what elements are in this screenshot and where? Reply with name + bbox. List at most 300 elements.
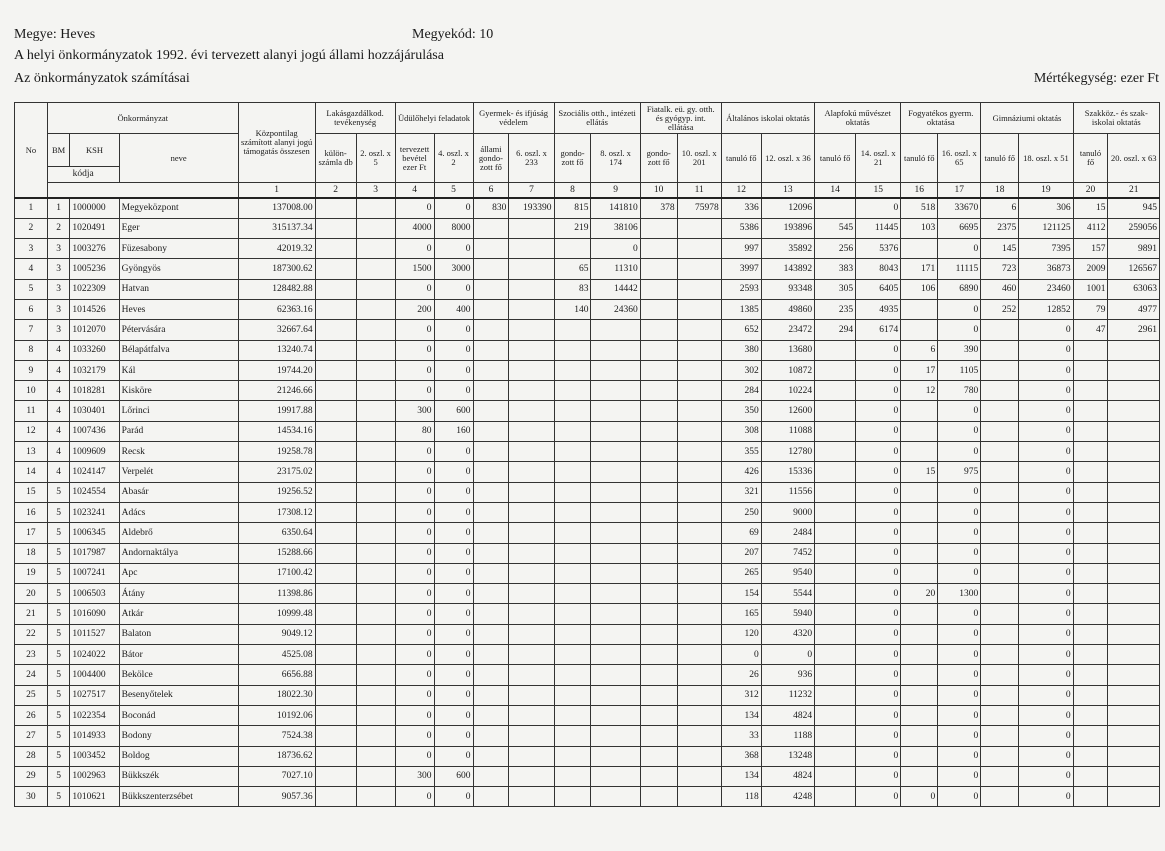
- cell-col-8: [554, 766, 591, 786]
- cell-col-13: 4320: [761, 624, 814, 644]
- cell-col-17: 0: [938, 563, 981, 583]
- cell-col-15: 0: [856, 624, 901, 644]
- cell-ksh: 1006345: [70, 523, 119, 543]
- cell-col-21: [1108, 462, 1160, 482]
- cell-col-10: [640, 340, 677, 360]
- cell-col-1: 187300.62: [238, 259, 315, 279]
- sub-header-11: tanuló fő: [721, 134, 761, 183]
- cell-col-5: 600: [434, 401, 473, 421]
- cell-ksh: 1003276: [70, 239, 119, 259]
- cell-bm: 4: [47, 442, 70, 462]
- cell-col-14: [815, 523, 856, 543]
- cell-bm: 5: [47, 604, 70, 624]
- cell-col-12: 2593: [721, 279, 761, 299]
- num-header-11: 11: [677, 183, 721, 199]
- cell-bm: 5: [47, 502, 70, 522]
- cell-col-19: 0: [1019, 523, 1073, 543]
- cell-col-2: [315, 239, 356, 259]
- cell-name: Lőrinci: [119, 401, 238, 421]
- cell-col-18: [981, 746, 1019, 766]
- cell-col-15: 0: [856, 543, 901, 563]
- cell-ksh: 1020491: [70, 218, 119, 238]
- cell-col-12: 3997: [721, 259, 761, 279]
- sub-header-1: külön-számla db: [315, 134, 356, 183]
- cell-col-14: [815, 360, 856, 380]
- cell-col-2: [315, 218, 356, 238]
- cell-col-1: 21246.66: [238, 381, 315, 401]
- cell-col-20: [1073, 462, 1108, 482]
- num-header-5: 5: [434, 183, 473, 199]
- table-row: [15, 279, 1160, 299]
- cell-col-19: 0: [1019, 645, 1073, 665]
- cell-col-10: [640, 502, 677, 522]
- table-row: [15, 442, 1160, 462]
- cell-name: Atkár: [119, 604, 238, 624]
- cell-col-10: [640, 381, 677, 401]
- cell-col-11: [677, 360, 721, 380]
- cell-col-14: [815, 645, 856, 665]
- cell-col-11: [677, 523, 721, 543]
- table-row: [15, 421, 1160, 441]
- cell-col-18: [981, 726, 1019, 746]
- cell-col-10: [640, 482, 677, 502]
- table-row: [15, 299, 1160, 319]
- cell-ksh: 1024554: [70, 482, 119, 502]
- cell-col-6: [473, 726, 509, 746]
- cell-col-4: 0: [395, 624, 434, 644]
- cell-col-13: 9000: [761, 502, 814, 522]
- cell-col-11: [677, 645, 721, 665]
- cell-col-17: 0: [938, 624, 981, 644]
- cell-col-20: [1073, 746, 1108, 766]
- cell-col-3: [356, 766, 395, 786]
- cell-ksh: 1000000: [70, 198, 119, 218]
- cell-col-7: [509, 584, 554, 604]
- cell-col-1: 19917.88: [238, 401, 315, 421]
- cell-name: Apc: [119, 563, 238, 583]
- table-row: [15, 523, 1160, 543]
- cell-col-15: 0: [856, 523, 901, 543]
- cell-col-2: [315, 340, 356, 360]
- cell-col-11: [677, 421, 721, 441]
- cell-col-1: 19256.52: [238, 482, 315, 502]
- cell-bm: 4: [47, 340, 70, 360]
- cell-col-2: [315, 787, 356, 807]
- table-row: [15, 766, 1160, 786]
- cell-col-11: [677, 462, 721, 482]
- num-header-19: 19: [1019, 183, 1073, 199]
- cell-no: 11: [15, 401, 48, 421]
- cell-ksh: 1011527: [70, 624, 119, 644]
- cell-col-20: [1073, 381, 1108, 401]
- cell-col-21: [1108, 584, 1160, 604]
- cell-col-14: [815, 563, 856, 583]
- cell-col-17: 0: [938, 401, 981, 421]
- cell-col-12: 1385: [721, 299, 761, 319]
- cell-col-18: 6: [981, 198, 1019, 218]
- cell-col-14: [815, 421, 856, 441]
- cell-col-5: 0: [434, 543, 473, 563]
- cell-no: 10: [15, 381, 48, 401]
- cell-col-6: [473, 665, 509, 685]
- cell-ksh: 1017987: [70, 543, 119, 563]
- document-title: A helyi önkormányzatok 1992. évi tervezett alanyi jogú állami hozzájárulása: [14, 48, 444, 63]
- cell-col-14: [815, 340, 856, 360]
- cell-col-7: [509, 401, 554, 421]
- cell-col-1: 15288.66: [238, 543, 315, 563]
- cell-col-10: [640, 523, 677, 543]
- cell-name: Besenyőtelek: [119, 685, 238, 705]
- cell-name: Balaton: [119, 624, 238, 644]
- cell-col-8: [554, 645, 591, 665]
- cell-col-17: 6695: [938, 218, 981, 238]
- cell-no: 21: [15, 604, 48, 624]
- cell-bm: 3: [47, 279, 70, 299]
- cell-col-14: [815, 685, 856, 705]
- cell-col-20: [1073, 685, 1108, 705]
- cell-col-4: 0: [395, 563, 434, 583]
- cell-col-5: 0: [434, 279, 473, 299]
- cell-col-9: [591, 604, 640, 624]
- cell-col-16: 12: [901, 381, 938, 401]
- cell-col-16: [901, 726, 938, 746]
- cell-col-12: 207: [721, 543, 761, 563]
- cell-no: 7: [15, 320, 48, 340]
- cell-col-8: [554, 705, 591, 725]
- cell-col-19: 0: [1019, 381, 1073, 401]
- cell-no: 19: [15, 563, 48, 583]
- cell-col-13: 193896: [761, 218, 814, 238]
- cell-col-12: 336: [721, 198, 761, 218]
- sub-header-3: tervezett bevétel ezer Ft: [395, 134, 434, 183]
- cell-bm: 5: [47, 787, 70, 807]
- cell-name: Bélapátfalva: [119, 340, 238, 360]
- cell-name: Eger: [119, 218, 238, 238]
- cell-col-9: 38106: [591, 218, 640, 238]
- cell-col-4: 0: [395, 726, 434, 746]
- county-code: Megyekód: 10: [412, 27, 494, 42]
- cell-col-14: [815, 584, 856, 604]
- table-row: [15, 360, 1160, 380]
- cell-col-16: [901, 766, 938, 786]
- table-row: [15, 340, 1160, 360]
- cell-col-12: 134: [721, 705, 761, 725]
- cell-col-21: [1108, 360, 1160, 380]
- cell-col-6: [473, 766, 509, 786]
- cell-col-8: [554, 665, 591, 685]
- cell-col-21: [1108, 665, 1160, 685]
- cell-col-3: [356, 381, 395, 401]
- cell-col-7: [509, 340, 554, 360]
- cell-col-9: [591, 624, 640, 644]
- sub-header-13: tanuló fő: [815, 134, 856, 183]
- cell-col-21: [1108, 563, 1160, 583]
- cell-col-9: [591, 401, 640, 421]
- cell-col-17: 1300: [938, 584, 981, 604]
- cell-col-2: [315, 584, 356, 604]
- cell-col-4: 0: [395, 604, 434, 624]
- num-header-9: 9: [591, 183, 640, 199]
- cell-ksh: 1033260: [70, 340, 119, 360]
- table-row: [15, 482, 1160, 502]
- cell-col-9: [591, 787, 640, 807]
- cell-col-21: 945: [1108, 198, 1160, 218]
- cell-col-18: 460: [981, 279, 1019, 299]
- cell-no: 4: [15, 259, 48, 279]
- cell-col-9: [591, 421, 640, 441]
- cell-col-9: [591, 645, 640, 665]
- cell-col-16: [901, 502, 938, 522]
- cell-col-3: [356, 523, 395, 543]
- cell-col-6: [473, 523, 509, 543]
- cell-col-21: [1108, 746, 1160, 766]
- table-row: [15, 401, 1160, 421]
- cell-ksh: 1007436: [70, 421, 119, 441]
- cell-col-11: [677, 787, 721, 807]
- cell-col-6: [473, 442, 509, 462]
- cell-col-4: 0: [395, 645, 434, 665]
- cell-col-4: 0: [395, 279, 434, 299]
- cell-col-8: [554, 421, 591, 441]
- cell-col-17: 6890: [938, 279, 981, 299]
- cell-col-7: [509, 239, 554, 259]
- cell-col-1: 9049.12: [238, 624, 315, 644]
- cell-bm: 5: [47, 584, 70, 604]
- cell-col-1: 10192.06: [238, 705, 315, 725]
- cell-col-15: 0: [856, 381, 901, 401]
- cell-no: 6: [15, 299, 48, 319]
- table-row: [15, 645, 1160, 665]
- cell-col-15: 0: [856, 787, 901, 807]
- cell-name: Kisköre: [119, 381, 238, 401]
- sub-header-6: 6. oszl. x 233: [509, 134, 554, 183]
- cell-col-13: 1188: [761, 726, 814, 746]
- cell-col-21: [1108, 766, 1160, 786]
- cell-col-7: [509, 705, 554, 725]
- cell-col-15: 0: [856, 401, 901, 421]
- cell-col-10: [640, 543, 677, 563]
- cell-col-19: 121125: [1019, 218, 1073, 238]
- cell-bm: 5: [47, 705, 70, 725]
- cell-col-21: 126567: [1108, 259, 1160, 279]
- cell-bm: 5: [47, 746, 70, 766]
- cell-col-7: [509, 543, 554, 563]
- cell-col-9: 14442: [591, 279, 640, 299]
- cell-col-18: 723: [981, 259, 1019, 279]
- data-table-wrapper: [14, 102, 1160, 807]
- cell-col-10: [640, 299, 677, 319]
- cell-col-12: 997: [721, 239, 761, 259]
- cell-name: Verpelét: [119, 462, 238, 482]
- cell-no: 20: [15, 584, 48, 604]
- cell-col-5: 0: [434, 523, 473, 543]
- cell-col-18: 145: [981, 239, 1019, 259]
- cell-col-19: 0: [1019, 604, 1073, 624]
- cell-col-10: [640, 685, 677, 705]
- cell-col-15: 11445: [856, 218, 901, 238]
- cell-col-19: 0: [1019, 766, 1073, 786]
- cell-col-9: [591, 563, 640, 583]
- cell-col-4: 0: [395, 442, 434, 462]
- cell-col-3: [356, 442, 395, 462]
- cell-col-8: [554, 746, 591, 766]
- cell-col-8: [554, 381, 591, 401]
- cell-name: Andornaktálya: [119, 543, 238, 563]
- cell-col-12: 120: [721, 624, 761, 644]
- cell-col-2: [315, 543, 356, 563]
- cell-col-3: [356, 218, 395, 238]
- cell-col-10: [640, 584, 677, 604]
- cell-col-16: 106: [901, 279, 938, 299]
- cell-bm: 4: [47, 381, 70, 401]
- cell-col-12: 26: [721, 665, 761, 685]
- cell-col-9: [591, 766, 640, 786]
- cell-col-6: [473, 705, 509, 725]
- cell-col-15: 0: [856, 705, 901, 725]
- cell-col-16: [901, 685, 938, 705]
- cell-col-12: 652: [721, 320, 761, 340]
- cell-col-15: 0: [856, 685, 901, 705]
- cell-ksh: 1004400: [70, 665, 119, 685]
- cell-col-5: 0: [434, 563, 473, 583]
- cell-col-21: [1108, 543, 1160, 563]
- cell-col-13: 93348: [761, 279, 814, 299]
- cell-col-4: 0: [395, 705, 434, 725]
- cell-col-14: 305: [815, 279, 856, 299]
- cell-col-6: [473, 401, 509, 421]
- cell-col-17: 0: [938, 746, 981, 766]
- cell-col-19: 0: [1019, 787, 1073, 807]
- cell-col-14: [815, 726, 856, 746]
- cell-col-17: 0: [938, 665, 981, 685]
- cell-col-15: 0: [856, 502, 901, 522]
- cell-col-18: [981, 705, 1019, 725]
- cell-no: 9: [15, 360, 48, 380]
- cell-col-15: 0: [856, 766, 901, 786]
- cell-col-1: 10999.48: [238, 604, 315, 624]
- cell-col-13: 35892: [761, 239, 814, 259]
- cell-col-14: [815, 705, 856, 725]
- cell-col-4: 0: [395, 239, 434, 259]
- cell-col-16: [901, 543, 938, 563]
- cell-col-14: [815, 604, 856, 624]
- table-row: [15, 685, 1160, 705]
- cell-col-14: 383: [815, 259, 856, 279]
- cell-col-16: [901, 563, 938, 583]
- cell-no: 5: [15, 279, 48, 299]
- cell-name: Recsk: [119, 442, 238, 462]
- cell-col-18: 2375: [981, 218, 1019, 238]
- cell-col-18: [981, 584, 1019, 604]
- cell-col-4: 300: [395, 766, 434, 786]
- cell-col-10: [640, 421, 677, 441]
- cell-col-18: [981, 543, 1019, 563]
- cell-col-13: 12780: [761, 442, 814, 462]
- cell-col-13: 9540: [761, 563, 814, 583]
- cell-col-4: 0: [395, 381, 434, 401]
- cell-name: Megyeközpont: [119, 198, 238, 218]
- cell-col-13: 15336: [761, 462, 814, 482]
- cell-col-6: [473, 360, 509, 380]
- cell-col-19: 12852: [1019, 299, 1073, 319]
- cell-bm: 5: [47, 523, 70, 543]
- cell-col-2: [315, 462, 356, 482]
- cell-col-19: 0: [1019, 360, 1073, 380]
- cell-col-13: 4824: [761, 766, 814, 786]
- cell-col-11: [677, 604, 721, 624]
- cell-col-12: 426: [721, 462, 761, 482]
- cell-col-3: [356, 685, 395, 705]
- cell-col-18: [981, 645, 1019, 665]
- cell-col-8: 65: [554, 259, 591, 279]
- cell-col-12: 265: [721, 563, 761, 583]
- cell-col-16: 0: [901, 787, 938, 807]
- cell-col-11: [677, 705, 721, 725]
- cell-col-20: [1073, 360, 1108, 380]
- cell-col-10: [640, 624, 677, 644]
- cell-col-16: [901, 442, 938, 462]
- cell-col-15: 0: [856, 421, 901, 441]
- cell-bm: 5: [47, 665, 70, 685]
- cell-col-5: 0: [434, 442, 473, 462]
- cell-col-10: [640, 239, 677, 259]
- cell-col-12: 368: [721, 746, 761, 766]
- cell-col-11: [677, 381, 721, 401]
- cell-col-19: 0: [1019, 482, 1073, 502]
- cell-col-17: 0: [938, 482, 981, 502]
- sub-header-2: 2. oszl. x 5: [356, 134, 395, 183]
- cell-col-2: [315, 381, 356, 401]
- cell-col-4: 0: [395, 198, 434, 218]
- cell-col-18: [981, 787, 1019, 807]
- cell-col-15: 0: [856, 645, 901, 665]
- cell-col-17: 0: [938, 604, 981, 624]
- cell-col-20: 157: [1073, 239, 1108, 259]
- cell-col-6: [473, 218, 509, 238]
- cell-col-12: 134: [721, 766, 761, 786]
- cell-col-3: [356, 279, 395, 299]
- num-header-21: 21: [1108, 183, 1160, 199]
- cell-col-3: [356, 259, 395, 279]
- cell-col-9: [591, 685, 640, 705]
- cell-col-13: 0: [761, 645, 814, 665]
- cell-col-1: 4525.08: [238, 645, 315, 665]
- cell-name: Füzesabony: [119, 239, 238, 259]
- cell-col-9: 141810: [591, 198, 640, 218]
- cell-col-8: [554, 787, 591, 807]
- cell-col-16: [901, 320, 938, 340]
- cell-ksh: 1012070: [70, 320, 119, 340]
- cell-col-10: [640, 705, 677, 725]
- cell-col-18: 252: [981, 299, 1019, 319]
- sub-header-18: 18. oszl. x 51: [1019, 134, 1073, 183]
- cell-col-21: [1108, 442, 1160, 462]
- group-header-5: Fiatalk. eü. gy. otth. és gyógyp. int. ellátása: [640, 103, 721, 134]
- cell-col-8: [554, 239, 591, 259]
- cell-col-19: 0: [1019, 746, 1073, 766]
- cell-col-14: [815, 198, 856, 218]
- cell-col-7: [509, 766, 554, 786]
- cell-col-3: [356, 746, 395, 766]
- cell-col-1: 6350.64: [238, 523, 315, 543]
- cell-no: 29: [15, 766, 48, 786]
- cell-col-6: [473, 320, 509, 340]
- cell-col-20: 79: [1073, 299, 1108, 319]
- cell-col-13: 11088: [761, 421, 814, 441]
- cell-col-5: 0: [434, 381, 473, 401]
- cell-col-8: [554, 482, 591, 502]
- cell-col-16: [901, 239, 938, 259]
